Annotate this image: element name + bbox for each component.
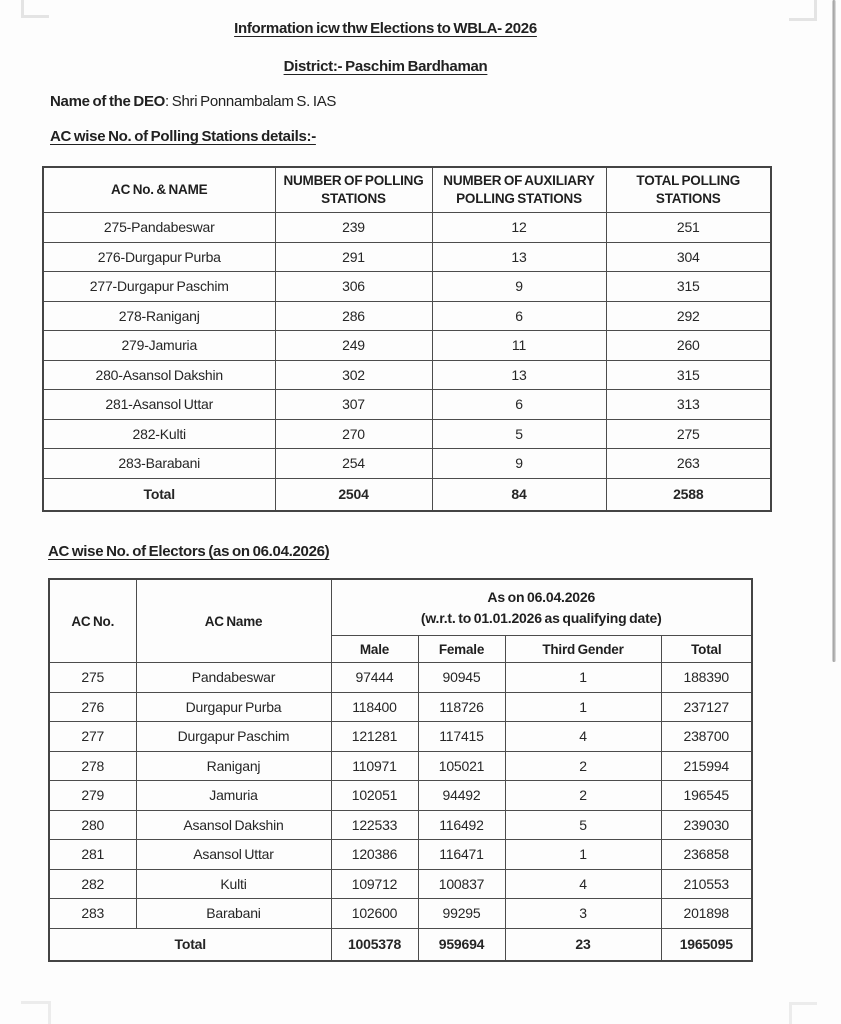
total-count-cell: 263 [606, 449, 771, 479]
auxiliary-count-cell: 9 [432, 272, 606, 302]
ac-name-cell: 276-Durgapur Purba [43, 242, 275, 272]
electors-section-heading: AC wise No. of Electors (as on 06.04.2026) [48, 543, 330, 560]
total-cell: 201898 [661, 899, 752, 929]
polling-count-cell: 306 [275, 272, 432, 302]
ac-no-cell: 280 [49, 810, 136, 840]
grand-total-cell: 2588 [606, 478, 771, 511]
table-row [49, 692, 752, 722]
total-cell: 188390 [661, 663, 752, 693]
table-row [49, 663, 752, 693]
col-header-male: Male [331, 636, 418, 663]
polling-header-row [43, 167, 771, 213]
total-cell: 236858 [661, 840, 752, 870]
polling-stations-table [42, 166, 772, 512]
ac-no-cell: 275 [49, 663, 136, 693]
ac-name-cell: 275-Pandabeswar [43, 213, 275, 243]
table-row [49, 869, 752, 899]
col-header-total-stations: TOTAL POLLING STATIONS [606, 167, 771, 213]
male-cell: 118400 [331, 692, 418, 722]
female-cell: 116471 [418, 840, 505, 870]
third-gender-cell: 5 [505, 810, 661, 840]
polling-count-cell: 254 [275, 449, 432, 479]
polling-count-cell: 302 [275, 360, 432, 390]
polling-count-cell: 291 [275, 242, 432, 272]
table-row [43, 213, 771, 243]
male-cell: 102600 [331, 899, 418, 929]
total-count-cell: 251 [606, 213, 771, 243]
auxiliary-total-cell: 84 [432, 478, 606, 511]
third-gender-cell: 4 [505, 722, 661, 752]
table-row [49, 899, 752, 929]
auxiliary-count-cell: 13 [432, 242, 606, 272]
female-cell: 116492 [418, 810, 505, 840]
ac-name-cell: Barabani [136, 899, 331, 929]
total-label-cell: Total [49, 928, 331, 961]
third-gender-cell: 3 [505, 899, 661, 929]
document-title [0, 20, 771, 37]
polling-section-heading: AC wise No. of Polling Stations details:- [50, 128, 316, 145]
auxiliary-count-cell: 6 [432, 390, 606, 420]
ac-name-cell: 280-Asansol Dakshin [43, 360, 275, 390]
table-row [43, 390, 771, 420]
polling-total-row [43, 478, 771, 511]
total-count-cell: 275 [606, 419, 771, 449]
total-count-cell: 304 [606, 242, 771, 272]
table-row [43, 419, 771, 449]
total-label-cell: Total [43, 478, 275, 511]
male-cell: 97444 [331, 663, 418, 693]
total-cell: 238700 [661, 722, 752, 752]
total-count-cell: 315 [606, 272, 771, 302]
polling-count-cell: 249 [275, 331, 432, 361]
auxiliary-count-cell: 5 [432, 419, 606, 449]
male-cell: 122533 [331, 810, 418, 840]
col-header-ac-name: AC Name [136, 579, 331, 663]
ac-no-cell: 281 [49, 840, 136, 870]
ac-name-cell: Pandabeswar [136, 663, 331, 693]
table-row [43, 331, 771, 361]
ac-name-cell: Jamuria [136, 781, 331, 811]
crop-mark-bottom-left [21, 1001, 51, 1024]
total-count-cell: 260 [606, 331, 771, 361]
document-title-text: Information icw thw Elections to WBLA- 2026 [234, 20, 537, 37]
group-header-line1: As on 06.04.2026 [487, 588, 596, 605]
female-cell: 94492 [418, 781, 505, 811]
table-row [49, 722, 752, 752]
col-header-female: Female [418, 636, 505, 663]
ac-name-cell: Asansol Dakshin [136, 810, 331, 840]
total-cell: 215994 [661, 751, 752, 781]
electors-total-row [49, 928, 752, 961]
third-gender-cell: 1 [505, 692, 661, 722]
col-header-ac-no-name: AC No. & NAME [43, 167, 275, 213]
total-cell: 210553 [661, 869, 752, 899]
total-count-cell: 292 [606, 301, 771, 331]
col-group-header-as-on-date [331, 579, 752, 636]
grand-total-cell: 1965095 [661, 928, 752, 961]
polling-total-cell: 2504 [275, 478, 432, 511]
third-gender-cell: 1 [505, 840, 661, 870]
total-cell: 196545 [661, 781, 752, 811]
female-cell: 105021 [418, 751, 505, 781]
col-header-ac-no: AC No. [49, 579, 136, 663]
ac-no-cell: 283 [49, 899, 136, 929]
total-cell: 239030 [661, 810, 752, 840]
table-row [43, 242, 771, 272]
table-row [43, 272, 771, 302]
female-cell: 99295 [418, 899, 505, 929]
col-header-polling-stations: NUMBER OF POLLING STATIONS [275, 167, 432, 213]
col-header-auxiliary-stations: NUMBER OF AUXILIARY POLLING STATIONS [432, 167, 606, 213]
ac-no-cell: 278 [49, 751, 136, 781]
total-count-cell: 315 [606, 360, 771, 390]
table-row [49, 751, 752, 781]
table-row [43, 301, 771, 331]
ac-name-cell: 279-Jamuria [43, 331, 275, 361]
col-header-third-gender: Third Gender [505, 636, 661, 663]
ac-name-cell: 278-Raniganj [43, 301, 275, 331]
ac-name-cell: 277-Durgapur Paschim [43, 272, 275, 302]
deo-label: Name of the DEO [50, 93, 166, 110]
polling-count-cell: 286 [275, 301, 432, 331]
table-row [49, 810, 752, 840]
crop-mark-top-left [21, 0, 49, 18]
ac-no-cell: 279 [49, 781, 136, 811]
male-total-cell: 1005378 [331, 928, 418, 961]
female-cell: 117415 [418, 722, 505, 752]
male-cell: 109712 [331, 869, 418, 899]
table-row [43, 449, 771, 479]
ac-no-cell: 276 [49, 692, 136, 722]
table-row [49, 840, 752, 870]
polling-count-cell: 307 [275, 390, 432, 420]
ac-name-cell: 282-Kulti [43, 419, 275, 449]
auxiliary-count-cell: 6 [432, 301, 606, 331]
group-header-line2: (w.r.t. to 01.01.2026 as qualifying date) [420, 609, 662, 626]
ac-name-cell: Kulti [136, 869, 331, 899]
crop-mark-bottom-right [789, 1002, 817, 1024]
ac-name-cell: Durgapur Purba [136, 692, 331, 722]
polling-count-cell: 270 [275, 419, 432, 449]
ac-name-cell: Durgapur Paschim [136, 722, 331, 752]
district-text: District:- Paschim Bardhaman [283, 58, 488, 75]
total-count-cell: 313 [606, 390, 771, 420]
ac-name-cell: Raniganj [136, 751, 331, 781]
third-gender-cell: 1 [505, 663, 661, 693]
ac-no-cell: 277 [49, 722, 136, 752]
third-gender-cell: 2 [505, 781, 661, 811]
electors-table [48, 578, 753, 962]
female-cell: 90945 [418, 663, 505, 693]
male-cell: 121281 [331, 722, 418, 752]
electors-header-row-1 [49, 579, 752, 636]
table-row [49, 781, 752, 811]
female-total-cell: 959694 [418, 928, 505, 961]
female-cell: 118726 [418, 692, 505, 722]
crop-mark-top-right [789, 0, 817, 21]
auxiliary-count-cell: 12 [432, 213, 606, 243]
ac-name-cell: Asansol Uttar [136, 840, 331, 870]
deo-value: : Shri Ponnambalam S. IAS [165, 93, 337, 110]
ac-name-cell: 283-Barabani [43, 449, 275, 479]
polling-count-cell: 239 [275, 213, 432, 243]
district-line [0, 58, 771, 75]
female-cell: 100837 [418, 869, 505, 899]
ac-no-cell: 282 [49, 869, 136, 899]
page-edge-shadow [832, 0, 836, 662]
male-cell: 102051 [331, 781, 418, 811]
auxiliary-count-cell: 9 [432, 449, 606, 479]
ac-name-cell: 281-Asansol Uttar [43, 390, 275, 420]
auxiliary-count-cell: 13 [432, 360, 606, 390]
male-cell: 110971 [331, 751, 418, 781]
male-cell: 120386 [331, 840, 418, 870]
total-cell: 237127 [661, 692, 752, 722]
deo-line [50, 93, 336, 110]
col-header-total: Total [661, 636, 752, 663]
third-gender-cell: 2 [505, 751, 661, 781]
table-row [43, 360, 771, 390]
third-gender-total-cell: 23 [505, 928, 661, 961]
third-gender-cell: 4 [505, 869, 661, 899]
auxiliary-count-cell: 11 [432, 331, 606, 361]
